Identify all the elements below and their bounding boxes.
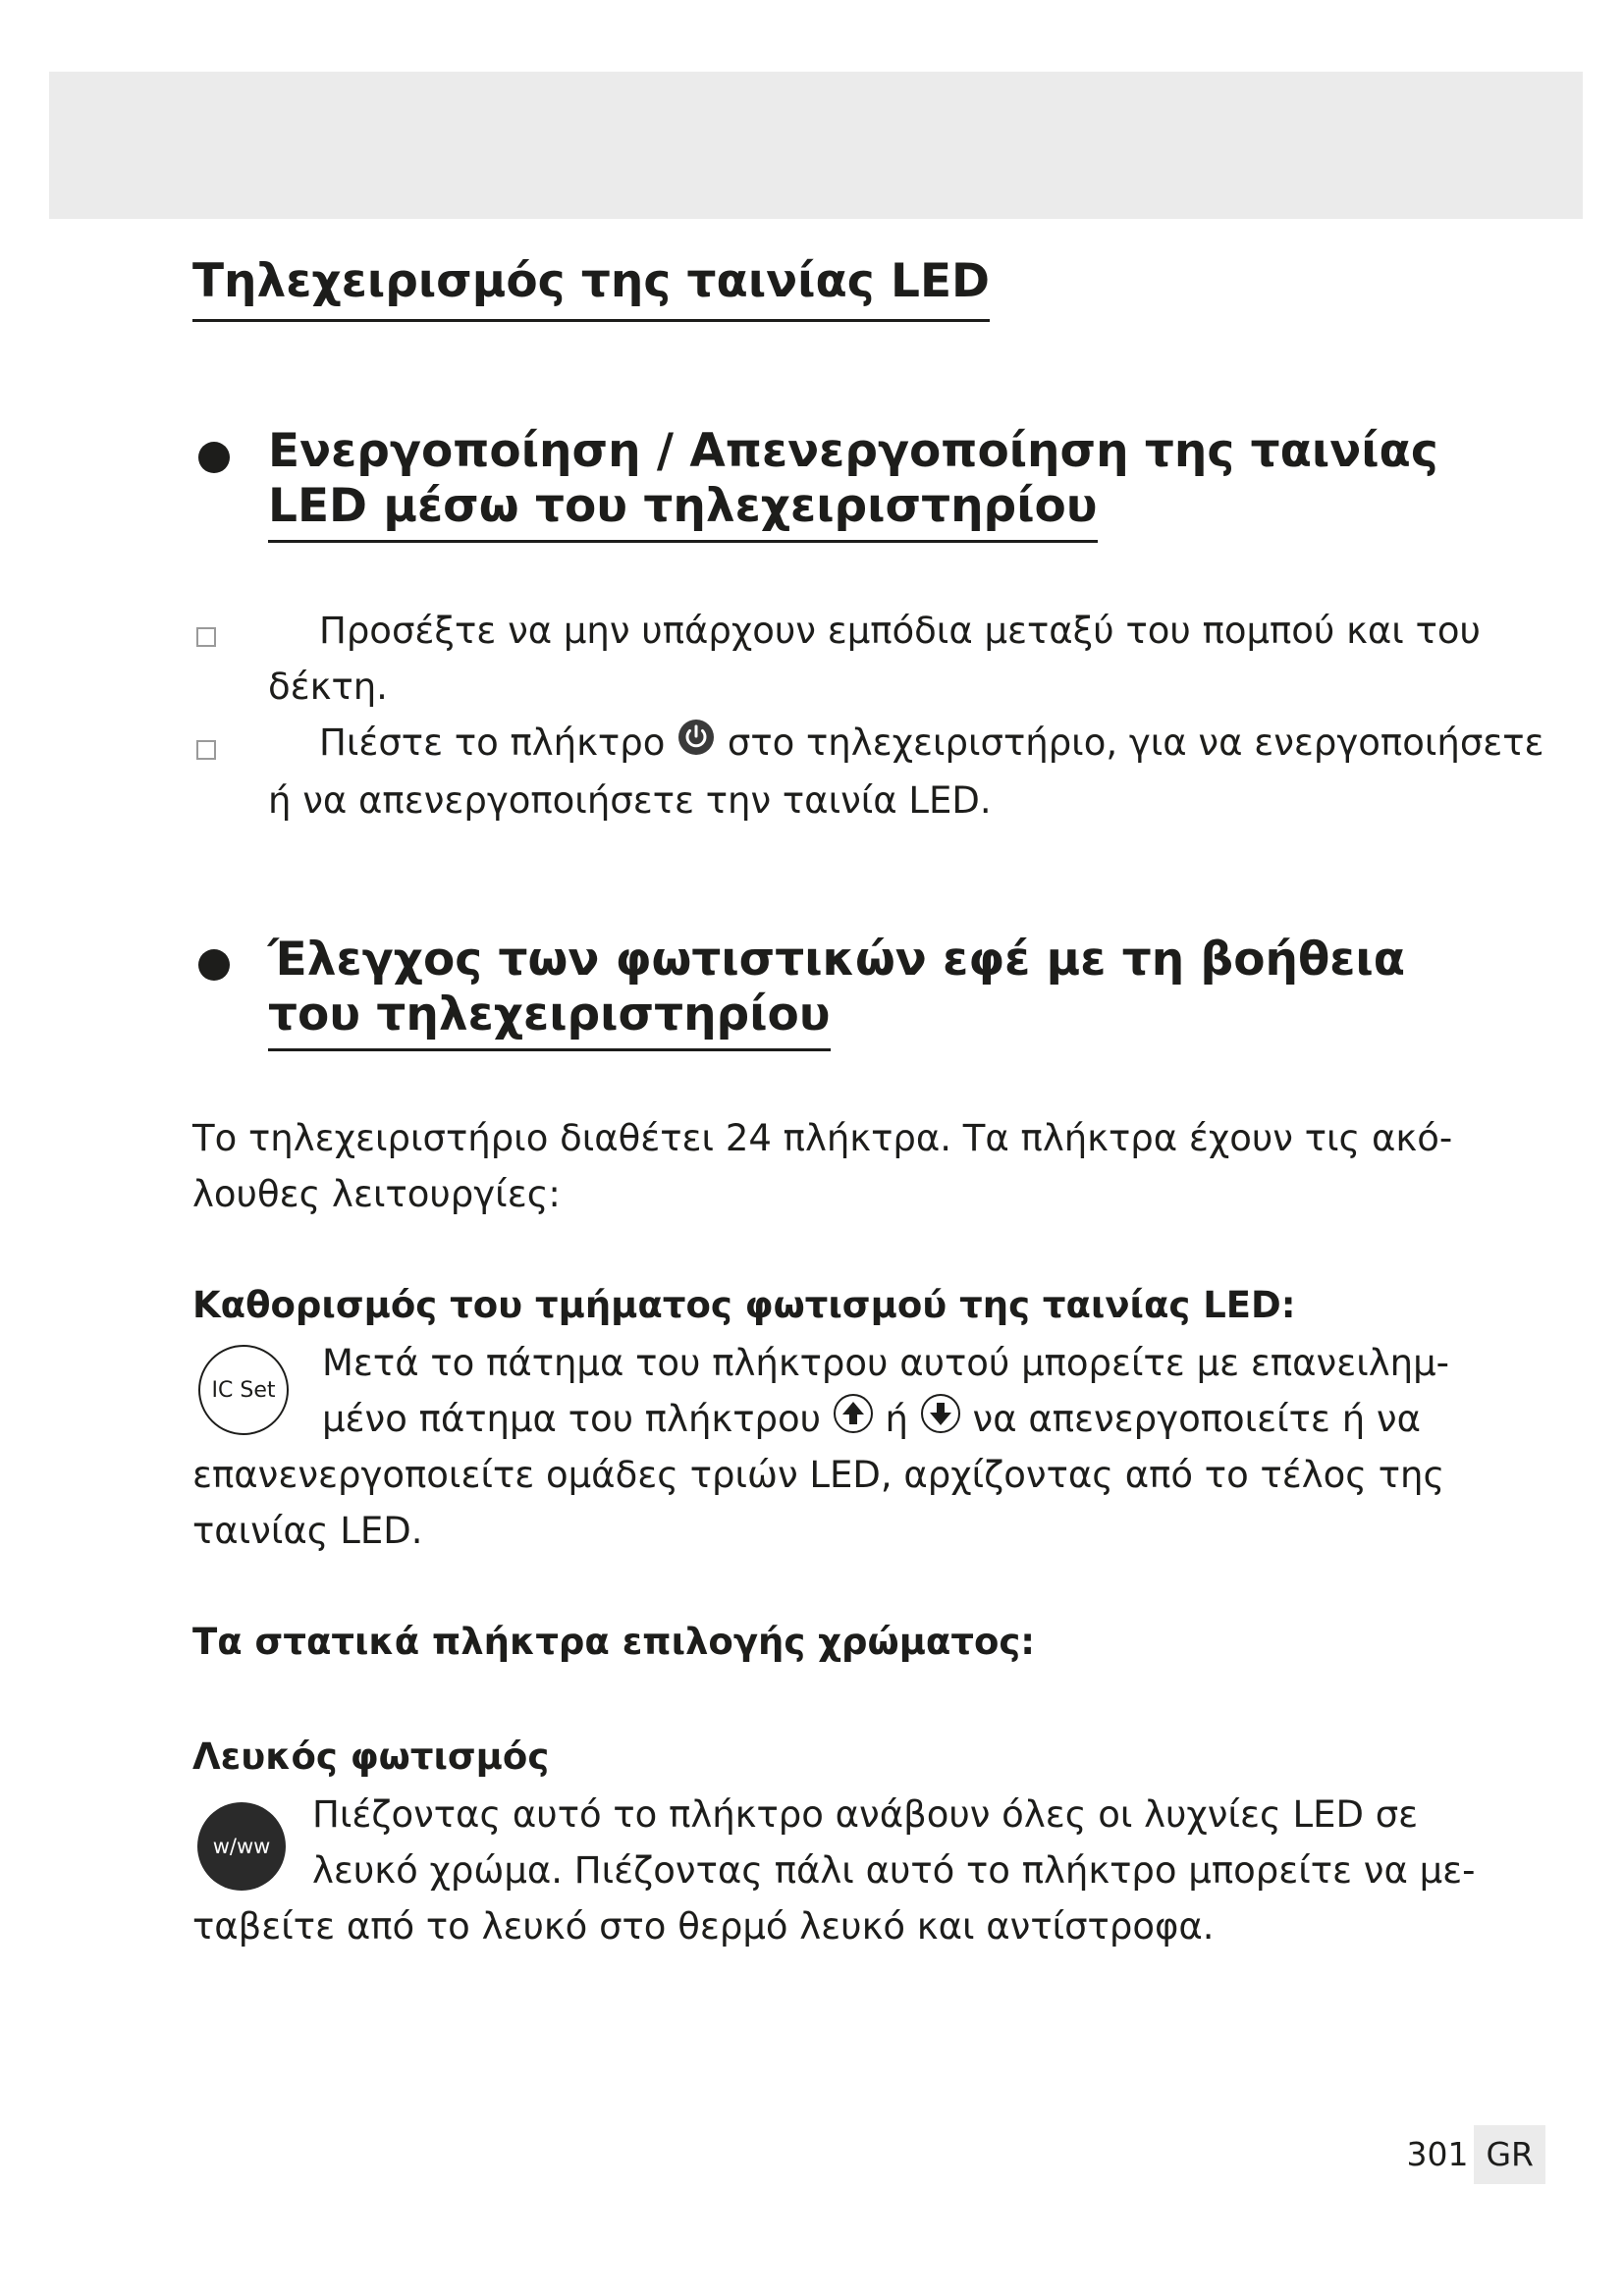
list-item-line: Προσέξτε να μην υπάρχουν εμπόδια μεταξύ του πομπού και του xyxy=(319,610,1481,652)
arrow-up-icon xyxy=(833,1393,874,1450)
white-light-text xyxy=(312,1787,1476,1898)
white-light-text-cont xyxy=(192,1898,1215,1954)
section2-heading-line1: Έλεγχος των φωτιστικών εφέ με τη βοήθεια xyxy=(268,933,1405,987)
ic-set-heading: Καθορισμός του τμήματος φωτισμού της ταινίας LED: xyxy=(192,1284,1296,1326)
list-item-line: ή να απενεργοποιήσετε την ταινία LED. xyxy=(268,779,992,822)
section1-heading-line1: Ενεργοποίηση / Απενεργοποίηση της ταινίας xyxy=(268,424,1438,478)
paragraph-line: λευκό χρώμα. Πιέζοντας πάλι αυτό το πλήκτρο μπορείτε να με- xyxy=(312,1849,1476,1892)
ic-set-text xyxy=(322,1335,1449,1450)
paragraph-text: ή xyxy=(885,1398,908,1440)
section-bullet xyxy=(198,442,230,473)
section-bullet xyxy=(198,949,230,981)
page-number: 301 xyxy=(1406,2135,1469,2173)
list-item-text: στο τηλεχειριστήριο, για να ενεργοποιήσετε xyxy=(727,721,1544,764)
paragraph-line: Πιέζοντας αυτό το πλήκτρο ανάβουν όλες οι λυχνίες LED σε xyxy=(312,1793,1419,1836)
list-checkbox xyxy=(196,627,216,647)
language-code: GR xyxy=(1474,2125,1545,2184)
ic-set-text-cont xyxy=(192,1447,1469,1559)
page-title: Τηλεχειρισμός της ταινίας LED xyxy=(192,250,990,322)
paragraph-line: επανενεργοποιείτε ομάδες τριών LED, αρχίζοντας από το τέλος της xyxy=(192,1454,1445,1496)
paragraph-text: μένο πάτημα του πλήκτρου xyxy=(322,1398,822,1440)
page-footer xyxy=(1406,2125,1545,2184)
section2-heading xyxy=(268,933,1405,1051)
section2-heading-line2: του τηλεχειριστηρίου xyxy=(268,988,831,1051)
arrow-down-icon xyxy=(920,1393,961,1450)
list-item xyxy=(268,603,1495,715)
white-warm-button-icon: w/ww xyxy=(197,1802,286,1891)
ic-set-button-icon: IC Set xyxy=(198,1345,289,1435)
paragraph-line: Το τηλεχειριστήριο διαθέτει 24 πλήκτρα. Τα πλήκτρα έχουν τις ακό- xyxy=(192,1117,1453,1159)
paragraph-line: Μετά το πάτημα του πλήκτρου αυτού μπορείτε με επανειλημ- xyxy=(322,1342,1449,1384)
section1-heading-line2: LED μέσω του τηλεχειριστηρίου xyxy=(268,479,1098,543)
paragraph-line: ταινίας LED. xyxy=(192,1510,423,1552)
list-item-line: δέκτη. xyxy=(268,666,388,708)
paragraph-line: ταβείτε από το λευκό στο θερμό λευκό και αντίστροφα. xyxy=(192,1905,1215,1948)
list-item xyxy=(268,715,1544,828)
power-icon xyxy=(677,717,716,773)
list-item-text: Πιέστε το πλήκτρο xyxy=(319,721,666,764)
paragraph-text: να απενεργοποιείτε ή να xyxy=(972,1398,1421,1440)
paragraph-line: λουθες λειτουργίες: xyxy=(192,1173,561,1215)
list-checkbox xyxy=(196,740,216,760)
section1-heading xyxy=(268,424,1438,543)
intro-paragraph xyxy=(192,1110,1469,1222)
header-band xyxy=(49,72,1583,219)
static-keys-heading: Τα στατικά πλήκτρα επιλογής χρώματος: xyxy=(192,1621,1036,1663)
white-light-heading: Λευκός φωτισμός xyxy=(192,1735,550,1778)
